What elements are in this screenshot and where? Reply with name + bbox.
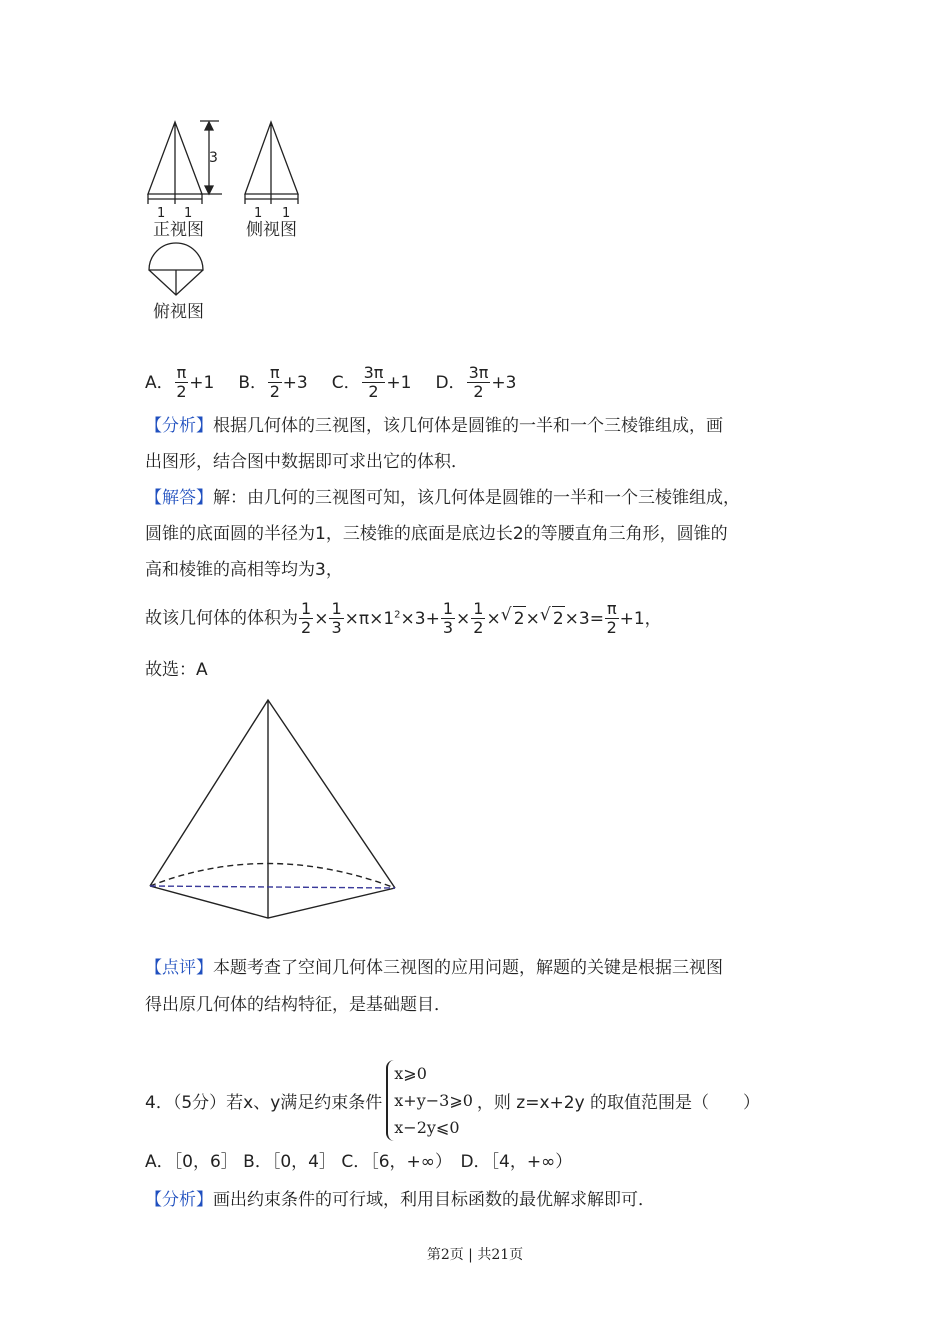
fraction (467, 364, 491, 401)
solution-tag: 【解答】 (145, 488, 213, 508)
formula-text: ×π×1 (344, 608, 395, 629)
numerator: 1 (331, 599, 342, 618)
option-label: D． (435, 372, 466, 393)
width-label-2: 1 (184, 206, 193, 221)
q3-solution-line2: 圆锥的底面圆的半径为1，三棱锥的底面是底边长2的等腰直角三角形，圆锥的 (145, 524, 728, 544)
formula-text: +1， (619, 608, 662, 629)
analysis-text: 画出约束条件的可行域，利用目标函数的最优解求解即可． (213, 1190, 655, 1210)
constraint: x+y−3⩾0 (394, 1091, 473, 1110)
comment-tag: 【点评】 (145, 958, 213, 978)
q3-comment-line1 (145, 956, 723, 980)
side-view-label: 侧视图 (246, 220, 297, 240)
q3-comment-line2: 得出原几何体的结构特征，是基础题目． (145, 995, 451, 1015)
q4-stem-prefix: 4．（5分）若x、y满足约束条件 (145, 1093, 383, 1113)
formula-text: +3 (282, 372, 308, 393)
q4-analysis (145, 1188, 655, 1212)
fraction (362, 364, 386, 401)
q4-stem-suffix: ，则 z=x+2y 的取值范围是（ ） (476, 1093, 761, 1113)
denominator: 2 (606, 618, 617, 637)
q3-solution-line1 (145, 486, 740, 510)
q3-option-a (145, 363, 215, 401)
fraction (329, 600, 343, 637)
numerator: 1 (442, 599, 454, 618)
q4-stem (145, 1060, 760, 1141)
option-label: B． (238, 372, 268, 393)
formula-prefix: 故该几何体的体积为 (145, 608, 298, 629)
q4-options: A．［0，6］ B．［0，4］ C．［6，+∞） D．［4，+∞） (145, 1152, 573, 1172)
numerator: 1 (473, 599, 484, 618)
side-width-label-2: 1 (282, 206, 291, 221)
cone-solid-figure (150, 700, 395, 918)
q3-analysis-line2: 出图形，结合图中数据即可求出它的体积． (145, 452, 468, 472)
formula-text: +1 (386, 372, 412, 393)
square-root: √ 2 (513, 606, 526, 631)
analysis-text: 根据几何体的三视图，该几何体是圆锥的一半和一个三棱锥组成，画 (213, 416, 723, 436)
numerator: 3π (363, 363, 384, 382)
fraction (299, 600, 313, 637)
option-label: A． (145, 372, 174, 393)
page-footer: 第2页 | 共21页 (426, 1247, 524, 1263)
option-label: C． (331, 372, 361, 393)
q3-analysis-line1 (145, 414, 723, 438)
superscript: 2 (394, 608, 401, 620)
fraction (175, 364, 189, 401)
fraction (605, 600, 619, 637)
denominator: 2 (176, 382, 187, 401)
formula-text: ×3= (564, 608, 604, 629)
numerator: π (606, 599, 617, 618)
denominator: 2 (473, 382, 484, 401)
constraint: x⩾0 (394, 1064, 427, 1083)
top-view-label: 俯视图 (153, 302, 204, 322)
fraction (268, 364, 282, 401)
formula-text: × (525, 608, 540, 629)
square-root: √ 2 (552, 606, 565, 631)
fraction (471, 600, 485, 637)
three-view-figure (148, 121, 298, 295)
formula-text: × (486, 608, 501, 629)
formula-text: +1 (189, 372, 215, 393)
q3-options (145, 364, 540, 401)
q3-answer: 故选：A (145, 660, 208, 680)
denominator: 2 (368, 382, 379, 401)
denominator: 3 (442, 618, 454, 637)
numerator: 1 (301, 599, 312, 618)
q3-volume-formula (145, 600, 662, 637)
constraint: x−2y⩽0 (394, 1118, 460, 1137)
q3-option-b (238, 363, 308, 401)
denominator: 2 (301, 618, 312, 637)
formula-text: +3 (491, 372, 517, 393)
numerator: π (176, 363, 187, 382)
numerator: π (270, 363, 280, 382)
formula-text: × (456, 608, 471, 629)
solution-text: 解：由几何的三视图可知，该几何体是圆锥的一半和一个三棱锥组成， (213, 488, 740, 508)
denominator: 3 (331, 618, 342, 637)
q3-solution-line3: 高和棱锥的高相等均为3， (145, 560, 343, 580)
comment-text: 本题考查了空间几何体三视图的应用问题，解题的关键是根据三视图 (213, 958, 723, 978)
side-width-label-1: 1 (254, 206, 263, 221)
q4-constraints (386, 1060, 473, 1141)
formula-text: ×3+ (400, 608, 440, 629)
analysis-tag: 【分析】 (145, 1190, 213, 1210)
width-label-1: 1 (157, 206, 166, 221)
height-label: 3 (209, 150, 218, 166)
formula-text: × (314, 608, 329, 629)
analysis-tag: 【分析】 (145, 416, 213, 436)
denominator: 2 (269, 382, 280, 401)
denominator: 2 (473, 618, 484, 637)
numerator: 3π (468, 363, 489, 382)
front-view-label: 正视图 (153, 220, 204, 240)
formula (298, 599, 662, 637)
fraction (441, 600, 455, 637)
